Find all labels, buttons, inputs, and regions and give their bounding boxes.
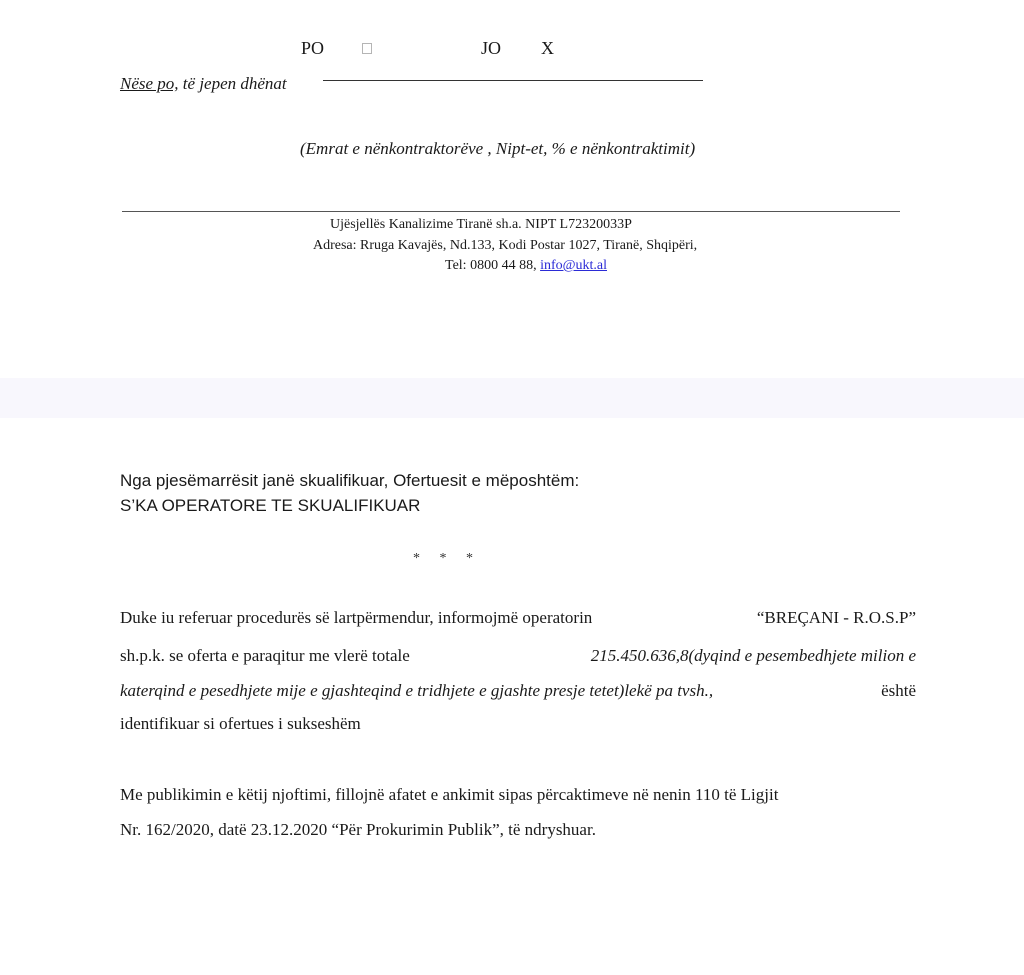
footer-address: Adresa: Rruga Kavajës, Nd.133, Kodi Postar 1027, Tiranë, Shqipëri, (313, 238, 698, 253)
footer-email-link[interactable]: info@ukt.al (540, 258, 608, 273)
award-line-3 (120, 681, 916, 701)
footer-phone: Tel: 0800 44 88, (445, 258, 541, 273)
winning-operator-name: “BREÇANI - R.O.S.P” (756, 608, 916, 627)
footer-divider (122, 211, 900, 212)
award-line-2-text: sh.p.k. se oferta e paraqitur me vlerë totale (120, 646, 410, 665)
award-line-2 (120, 646, 916, 666)
award-line-4: identifikuar si ofertues i sukseshëm (120, 714, 361, 733)
document-page-1 (0, 0, 1024, 378)
appeal-line-2: Nr. 162/2020, datë 23.12.2020 “Për Prokurimin Publik”, të ndryshuar. (120, 820, 596, 839)
subcontract-prompt-rest: të jepen dhënat (178, 74, 287, 93)
section-separator: * * * (413, 551, 481, 566)
page-separator (0, 378, 1024, 418)
subcontract-prompt-lead: Nëse po, (120, 74, 179, 93)
award-line-1 (120, 608, 916, 628)
option-jo-label: JO (481, 38, 502, 58)
subcontract-prompt (120, 74, 287, 94)
footer-contact (445, 258, 607, 274)
appeal-line-1: Me publikimin e këtij njoftimi, fillojnë afatet e ankimit sipas përcaktimeve në nenin 110 të Ligjit (120, 785, 779, 804)
footer-company: Ujësjellës Kanalizime Tiranë sh.a. NIPT L72320033P (330, 217, 632, 232)
offer-amount-words: katerqind e pesedhjete mije e gjashteqind e tridhjete e gjashte presje tetet)lekë pa tvsh., (120, 681, 714, 700)
option-jo-mark: X (541, 38, 554, 58)
offer-amount: 215.450.636,8(dyqind e pesembedhjete milion e (590, 646, 916, 665)
disqualified-value: S’KA OPERATORE TE SKUALIFIKUAR (120, 496, 421, 515)
award-line-1-text: Duke iu referuar procedurës së lartpërmendur, informojmë operatorin (120, 608, 593, 627)
award-line-3-end: është (881, 681, 916, 700)
subcontract-fill-line (323, 80, 703, 81)
disqualified-intro: Nga pjesëmarrësit janë skualifikuar, Ofertuesit e mëposhtëm: (120, 471, 580, 490)
option-po-label: PO (301, 38, 325, 58)
option-po-checkbox[interactable] (362, 43, 372, 54)
subcontract-note: (Emrat e nënkontraktorëve , Nipt-et, % e nënkontraktimit) (300, 139, 696, 158)
